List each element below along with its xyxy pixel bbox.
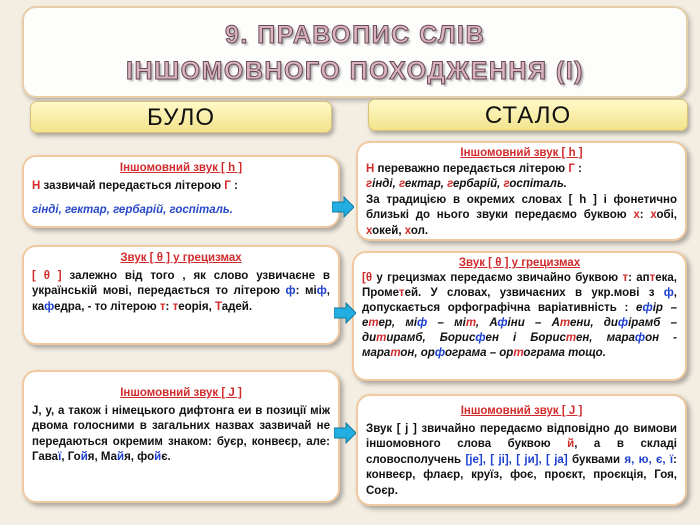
text: ер, мі <box>378 317 418 329</box>
text: , ка <box>32 285 330 313</box>
letter-t: т <box>398 287 405 299</box>
word-letter: х <box>650 209 657 221</box>
text: ени, ди <box>569 317 618 329</box>
text: , допускається орфографічна варіативність : <box>362 287 677 314</box>
ex-letter: г <box>366 178 373 190</box>
text: – мі <box>427 317 466 329</box>
letter-g: Г <box>568 162 575 175</box>
combos: [jе], [ ji], [ jи], [ jа] <box>465 453 568 466</box>
page-title-line1: 9. ПРАВОПИС СЛІВ <box>224 21 486 49</box>
card-text-2 <box>366 193 677 240</box>
text: адей. <box>221 300 253 313</box>
letter-y: й <box>80 451 88 463</box>
letter-kh: х <box>633 209 640 221</box>
text: : <box>230 179 238 192</box>
letter-t: т <box>465 317 476 329</box>
letter-t: т <box>376 332 387 344</box>
text: залежно від того , як слово узвичаєне в українській мові, передається то літерою <box>32 269 331 297</box>
ex-rest: оспіталь. <box>509 178 567 190</box>
letter-t: т <box>559 317 570 329</box>
letter-t: т <box>622 272 629 284</box>
letter-t: т <box>390 347 401 359</box>
letter-y: й <box>154 451 162 463</box>
card-text <box>366 422 677 500</box>
text: ен і Борис <box>485 332 566 344</box>
text: : <box>165 300 173 313</box>
letter-y: й <box>567 438 575 450</box>
text: он, ор <box>400 347 435 359</box>
text: : ап <box>628 272 650 284</box>
text: ограма <box>523 347 565 359</box>
letter-t: т <box>565 332 576 344</box>
letter-t: т <box>649 272 656 284</box>
text: ен, мара <box>575 332 635 344</box>
text: еорія, <box>178 300 215 313</box>
letter-t: т <box>368 317 379 329</box>
text: , Го <box>61 451 81 463</box>
text: : конвеєр, флаєр, круїз, фоє, проєкт, проєкція, Гоя, Соєр. <box>366 453 678 497</box>
text: Звук [ j ] звичайно передаємо відповідно до вимови іншомовного слова буквою <box>366 422 677 450</box>
ex-letter: г <box>447 178 453 190</box>
card-title: Іншомовний звук [ J ] <box>120 387 242 399</box>
text: іни – А <box>507 317 560 329</box>
text: J, y, а також і німецького дифтонга еи в позиції між двома голосними в загальних назвах зазвичай не передаються окремим знаком: буєр, конвеєр, але: Гава <box>32 404 330 463</box>
text: За традицією в окремих словах [ h ] і фонетично близькі до нього звуки передаємо буквою <box>366 193 677 221</box>
card-j-after <box>356 394 687 506</box>
text: ір – е <box>362 302 677 329</box>
card-theta-before <box>22 245 340 345</box>
letter-f: ф <box>44 300 55 313</box>
letter-t: т <box>159 300 166 313</box>
letter-f: ф <box>475 332 486 344</box>
card-title: Звук [ θ ] у грецизмах <box>120 252 242 264</box>
card-title: Іншомовний звук [ h ] <box>460 147 583 159</box>
letter-f: ф <box>316 285 327 297</box>
text: переважно передається літерою <box>374 162 569 175</box>
card-h-after <box>356 141 687 241</box>
letter-f: ф <box>285 285 296 297</box>
letter-f: ф <box>434 347 446 359</box>
letter-h: Н <box>366 162 375 175</box>
theta-symbol: [θ <box>362 272 373 284</box>
text: тощо. <box>564 347 606 359</box>
letters: я, ю, є, ї <box>624 453 674 466</box>
text: я, фо <box>124 451 155 463</box>
text: я, Ма <box>87 451 117 463</box>
letter-f: ф <box>617 317 629 329</box>
text: , а в складі словосполучень <box>366 438 677 466</box>
letter-f: ф <box>642 302 653 314</box>
letter-f: ф <box>663 287 674 299</box>
word-rest: ол. <box>410 224 429 237</box>
letter-t: т <box>513 347 524 359</box>
card-text <box>362 271 677 361</box>
letter-f: ф <box>497 317 508 329</box>
letter-t: Т <box>214 300 222 313</box>
word-rest: обі, <box>656 209 678 221</box>
letter-t: т <box>172 300 179 313</box>
ex-rest: ектар, <box>404 178 448 190</box>
letter-f: ф <box>417 317 428 329</box>
text: он - мара <box>362 332 678 359</box>
examples: гінді, гектар, гербарій, госпіталь. <box>32 204 233 216</box>
ex-letter: г <box>503 178 510 190</box>
word-rest: окей, <box>372 224 405 237</box>
text: , А <box>475 317 498 329</box>
column-header-after: СТАЛО <box>368 99 688 131</box>
text: : <box>639 209 651 221</box>
text: ірамб – ди <box>362 317 677 344</box>
ex-rest: інді, <box>372 178 399 190</box>
page-title-line2: ІНШОМОВНОГО ПОХОДЖЕННЯ (І) <box>126 57 584 85</box>
card-j-before <box>22 370 340 503</box>
text: ека, Проме <box>362 272 677 299</box>
letter-h: Н <box>32 179 41 192</box>
text: ирамб, Бориc <box>386 332 476 344</box>
card-h-before <box>22 155 340 228</box>
letter-g: Г <box>224 179 231 192</box>
letter-yi: ї <box>58 451 62 463</box>
text: буквами <box>567 453 625 466</box>
word-letter: х <box>366 224 373 237</box>
card-title: Звук [ θ ] у грецизмах <box>458 257 581 269</box>
title-box <box>22 6 688 98</box>
arrow-right-icon <box>334 422 356 444</box>
text: едра, - то літерою <box>54 300 160 313</box>
word-letter: х <box>404 224 411 237</box>
card-title: Іншомовний звук [ h ] <box>119 162 243 174</box>
card-title: Іншомовний звук [ J ] <box>460 405 583 417</box>
text: зазвичай передається літерою <box>40 179 225 192</box>
card-text <box>32 404 330 466</box>
card-theta-after <box>352 251 687 381</box>
letter-y: й <box>116 451 125 463</box>
text: є. <box>161 451 171 463</box>
text: ограма – ор <box>445 347 514 359</box>
text: : мі <box>295 285 317 297</box>
letter-f: ф <box>634 332 646 344</box>
ex-rest: ербарій, <box>452 178 504 190</box>
card-text <box>32 179 330 195</box>
arrow-right-icon <box>334 302 356 324</box>
theta-symbol: [ θ ] <box>32 269 62 282</box>
text: : <box>574 162 582 175</box>
card-text <box>32 269 330 316</box>
ex-letter: г <box>398 178 405 190</box>
text: ей. У словах, узвичаєних в укр.мові з <box>404 287 664 299</box>
column-header-before: БУЛО <box>30 101 332 133</box>
text: е <box>635 302 643 314</box>
text: у грецизмах передаємо звичайно буквою <box>372 272 623 284</box>
examples <box>366 177 677 193</box>
arrow-right-icon <box>332 196 354 218</box>
card-text <box>366 162 677 178</box>
